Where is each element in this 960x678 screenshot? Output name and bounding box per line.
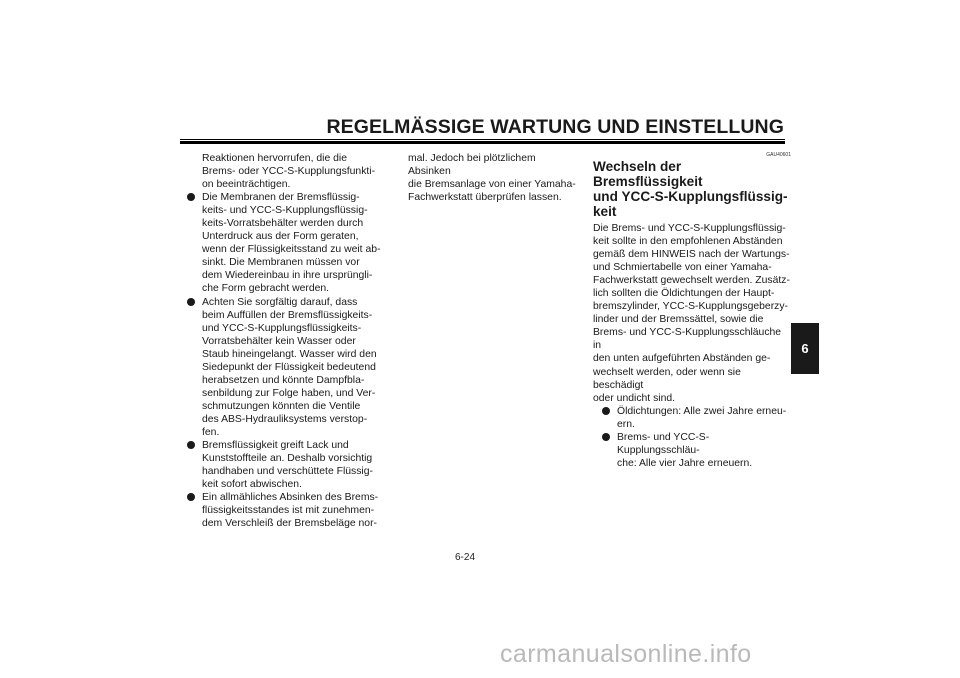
text-line: ern. (617, 418, 635, 430)
text-line: lich sollten die Öldichtungen der Haupt- (593, 288, 775, 300)
text-column-left (186, 152, 386, 530)
text-line: keits-Vorratsbehälter werden durch (202, 218, 364, 230)
text-line: beim Auffüllen der Bremsflüssigkeits- (202, 309, 373, 321)
text-line: Siedepunkt der Flüssigkeit bedeutend (202, 361, 376, 373)
bullet-dot-icon (187, 493, 195, 501)
text-line: Die Membranen der Bremsflüssig- (202, 192, 360, 204)
text-line: Reaktionen hervorrufen, die die (202, 153, 347, 164)
page-number: 6-24 (455, 552, 476, 563)
watermark: carmanualsonline.info (500, 640, 752, 668)
text-line: Brems- und YCC-S-Kupplungsschläu- (617, 431, 710, 456)
bullet-item (186, 491, 386, 530)
bullet-dot-icon (187, 193, 195, 201)
text-line: Öldichtungen: Alle zwei Jahre erneu- (617, 405, 787, 417)
header-rule-thin (180, 139, 785, 140)
text-column-right (593, 152, 791, 470)
section-body (593, 222, 791, 405)
text-line: wechselt werden, oder wenn sie beschädigt (593, 366, 741, 391)
text-line: herabsetzen und könnte Dampfbla- (202, 374, 365, 386)
text-line: Unterdruck aus der Form geraten, (202, 231, 359, 243)
heading-line: und YCC-S-Kupplungsflüssig- (593, 189, 788, 204)
text-line: mal. Jedoch bei plötzlichem Absinken (408, 153, 536, 178)
text-line: keits- und YCC-S-Kupplungsflüssig- (202, 205, 368, 217)
text-line: und Schmiertabelle von einer Yamaha- (593, 262, 772, 274)
text-line: Ein allmähliches Absinken des Brems- (202, 492, 379, 504)
bullet-dot-icon (187, 441, 195, 449)
text-line: dem Verschleiß der Bremsbeläge nor- (202, 518, 377, 530)
text-line: che: Alle vier Jahre erneuern. (617, 457, 753, 469)
header-rule-thick (180, 141, 785, 144)
bullet-item (186, 191, 386, 295)
text-line: keit sofort abwischen. (202, 479, 302, 491)
text-line: oder undicht sind. (593, 392, 676, 404)
bullet-item (186, 439, 386, 491)
text-line: Achten Sie sorgfältig darauf, dass (202, 296, 358, 308)
text-line: Staub hineingelangt. Wasser wird den (202, 348, 377, 360)
text-line: gemäß dem HINWEIS nach der Wartungs- (593, 249, 790, 261)
section-code: GAU40601 (766, 152, 791, 158)
text-line: on beeinträchtigen. (202, 179, 291, 191)
text-line: keit sollte in den empfohlenen Abständen (593, 236, 783, 248)
interval-list (593, 405, 791, 470)
text-column-middle (408, 152, 580, 204)
text-line: sinkt. Die Membranen müssen vor (202, 257, 360, 269)
text-line: Brems- und YCC-S-Kupplungsschläuche in (593, 327, 782, 352)
text-line: Bremsflüssigkeit greift Lack und (202, 440, 349, 452)
page-header-title: REGELMÄSSIGE WARTUNG UND EINSTELLUNG (326, 116, 784, 138)
text-line: che Form gebracht werden. (202, 283, 330, 295)
section-heading (593, 159, 791, 219)
text-line: dem Wiedereinbau in ihre ursprüngli- (202, 270, 373, 282)
chapter-tab: 6 (791, 323, 819, 374)
text-line: die Bremsanlage von einer Yamaha- (408, 179, 576, 191)
text-line: Die Brems- und YCC-S-Kupplungsflüssig- (593, 223, 786, 234)
text-line: wenn der Flüssigkeitsstand zu weit ab- (202, 244, 381, 256)
bullet-item (601, 431, 791, 470)
text-line: handhaben und verschüttete Flüssig- (202, 466, 373, 478)
text-line: fen. (202, 426, 220, 438)
text-line: flüssigkeitsstandes ist mit zunehmen- (202, 505, 375, 517)
bullet-item (186, 296, 386, 440)
bullet-dot-icon (187, 298, 195, 306)
text-line: bremszylinder, YCC-S-Kupplungsgeberzy- (593, 301, 789, 313)
intro-paragraph (186, 152, 386, 191)
text-line: linder und der Bremssättel, sowie die (593, 314, 764, 326)
bullet-dot-icon (602, 433, 610, 441)
text-line: den unten aufgeführten Abständen ge- (593, 353, 771, 365)
bullet-dot-icon (602, 407, 610, 415)
text-line: Vorratsbehälter kein Wasser oder (202, 335, 356, 347)
text-line: Fachwerkstatt gewechselt werden. Zusätz- (593, 275, 790, 287)
text-line: des ABS-Hydrauliksystems verstop- (202, 413, 368, 425)
text-line: senbildung zur Folge haben, und Ver- (202, 387, 376, 399)
heading-line: Wechseln der Bremsflüssigkeit (593, 159, 703, 189)
heading-line: keit (593, 204, 617, 219)
text-line: und YCC-S-Kupplungsflüssigkeits- (202, 322, 362, 334)
bullet-item (601, 405, 791, 431)
text-line: Fachwerkstatt überprüfen lassen. (408, 192, 562, 204)
text-line: schmutzungen könnten die Ventile (202, 400, 361, 412)
text-line: Kunststoffteile an. Deshalb vorsichtig (202, 453, 373, 465)
text-line: Brems- oder YCC-S-Kupplungsfunkti- (202, 166, 376, 178)
